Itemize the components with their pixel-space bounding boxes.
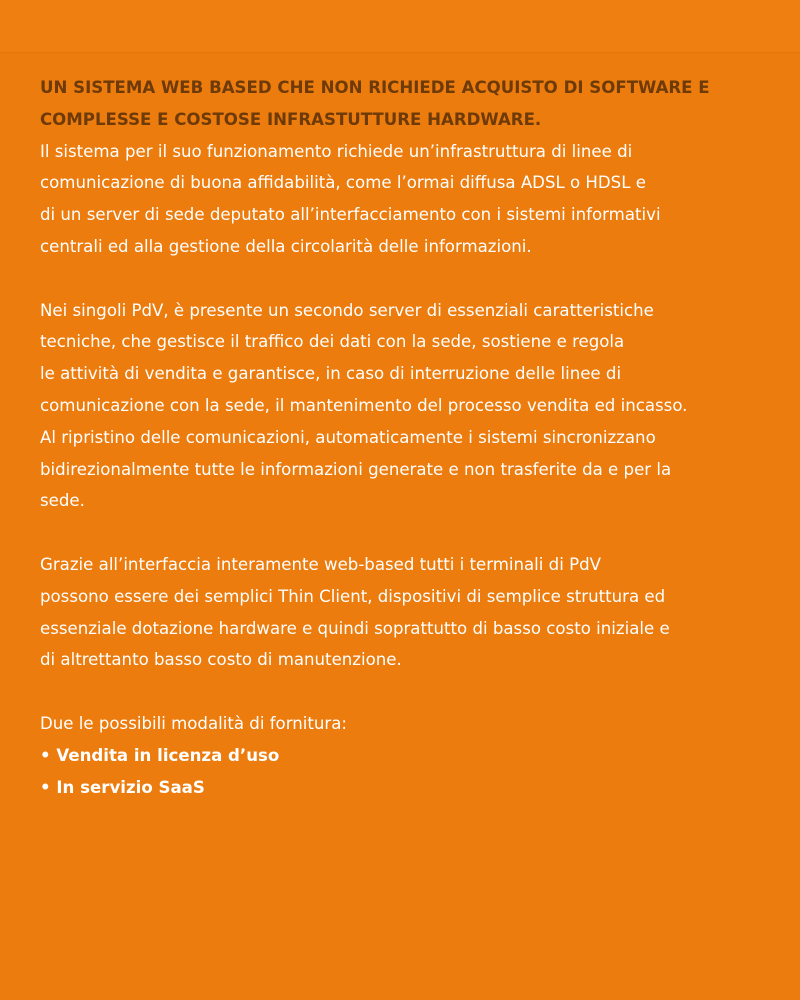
paragraph-line: le attività di vendita e garantisce, in caso di interruzione delle linee di — [40, 364, 622, 384]
paragraph-line: centrali ed alla gestione della circolarità delle informazioni. — [40, 236, 532, 256]
paragraph-spacer — [40, 676, 764, 708]
header-band — [0, 0, 800, 52]
paragraph-spacer — [40, 517, 764, 549]
paragraph-line: comunicazione di buona affidabilità, come l’ormai diffusa ADSL o HDSL e — [40, 173, 646, 193]
paragraph-line: essenziale dotazione hardware e quindi soprattutto di basso costo iniziale e — [40, 618, 670, 638]
paragraph-infrastructure — [40, 136, 764, 263]
paragraph-pdv-server — [40, 295, 764, 518]
paragraph-line: possono essere dei semplici Thin Client, dispositivi di semplice struttura ed — [40, 586, 666, 606]
paragraph-line: Nei singoli PdV, è presente un secondo server di essenziali caratteristiche — [40, 300, 654, 320]
paragraph-line: comunicazione con la sede, il mantenimento del processo vendita ed incasso. — [40, 395, 688, 415]
paragraph-line: bidirezionalmente tutte le informazioni generate e non trasferite da e per la — [40, 459, 672, 479]
paragraph-line: Grazie all’interfaccia interamente web-based tutti i terminali di PdV — [40, 554, 601, 574]
main-content — [40, 72, 764, 803]
header-divider — [0, 52, 800, 53]
headline — [40, 72, 764, 136]
paragraph-line: Il sistema per il suo funzionamento richiede un’infrastruttura di linee di — [40, 141, 633, 161]
paragraph-line: tecniche, che gestisce il traffico dei dati con la sede, sostiene e regola — [40, 332, 625, 352]
supply-options-list — [40, 740, 764, 804]
supply-option-license: • Vendita in licenza d’uso — [40, 745, 280, 765]
supply-intro: Due le possibili modalità di fornitura: — [40, 713, 347, 733]
headline-line: UN SISTEMA WEB BASED CHE NON RICHIEDE ACQUISTO DI SOFTWARE E — [40, 78, 710, 97]
supply-option-saas: • In servizio SaaS — [40, 777, 205, 797]
paragraph-line: di altrettanto basso costo di manutenzione. — [40, 650, 402, 670]
paragraph-line: Al ripristino delle comunicazioni, automaticamente i sistemi sincronizzano — [40, 427, 656, 447]
headline-line: COMPLESSE E COSTOSE INFRASTUTTURE HARDWARE. — [40, 109, 542, 129]
paragraph-line: di un server di sede deputato all’interfacciamento con i sistemi informativi — [40, 205, 661, 225]
paragraph-line: sede. — [40, 491, 85, 511]
paragraph-web-based — [40, 549, 764, 676]
paragraph-spacer — [40, 263, 764, 295]
